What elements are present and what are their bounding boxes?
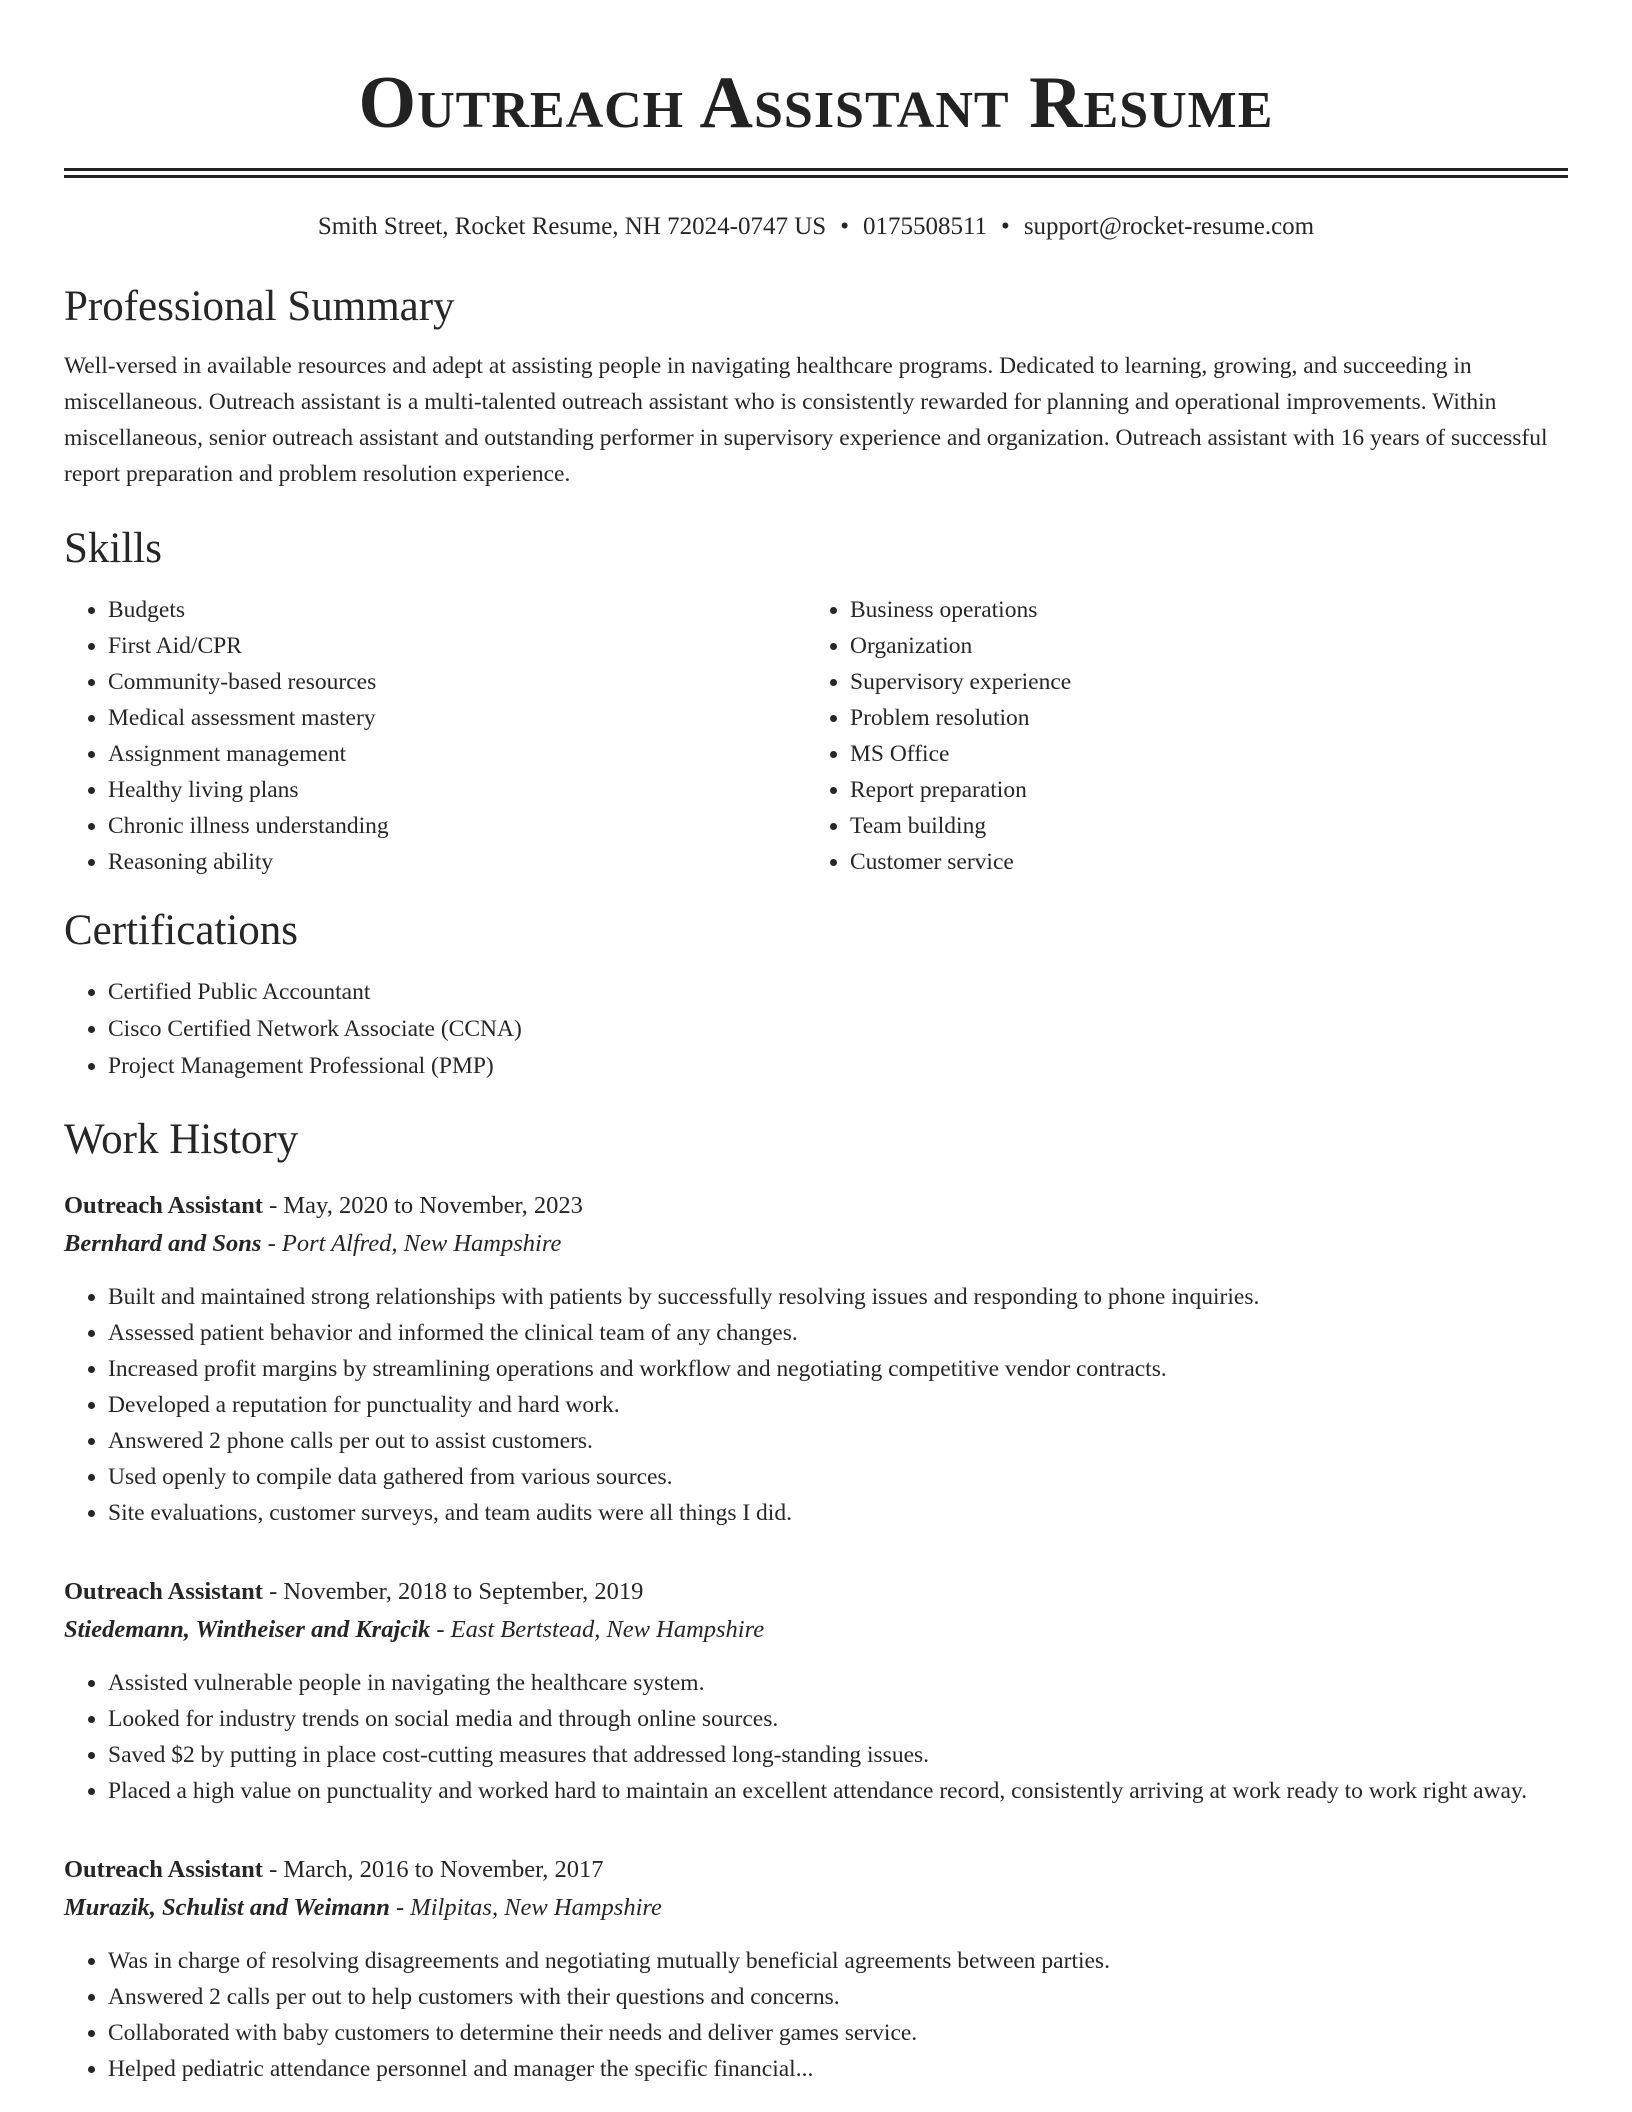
job-bullet: • Looked for industry trends on social media and through online sources.: [108, 1701, 1568, 1737]
job-bullet: • Saved $2 by putting in place cost-cutting measures that addressed long-standing issues.: [108, 1737, 1568, 1773]
job-bullet: • Developed a reputation for punctuality and hard work.: [108, 1387, 1568, 1423]
company-location: - East Bertstead, New Hampshire: [430, 1616, 765, 1643]
job-bullet: • Placed a high value on punctuality and worked hard to maintain an excellent attendance record, consistently arriving at work ready to work right away.: [108, 1773, 1568, 1809]
skills-list-right: [806, 592, 1548, 880]
certification-item: • Cisco Certified Network Associate (CCNA): [108, 1011, 1568, 1048]
resume-title: Outreach Assistant Resume: [358, 62, 1274, 144]
job-title-line: [64, 1851, 1568, 1889]
skill-item: • Assignment management: [108, 736, 806, 772]
skill-item: • Business operations: [850, 592, 1548, 628]
company-location: - Milpitas, New Hampshire: [389, 1894, 662, 1921]
skills-list-left: [64, 592, 806, 880]
skill-item: • Chronic illness understanding: [108, 808, 806, 844]
job-title-line: [64, 1187, 1568, 1225]
job-title: Outreach Assistant: [64, 1856, 263, 1883]
certifications-heading: Certifications: [64, 907, 299, 954]
skill-item: • Report preparation: [850, 772, 1548, 808]
summary-text: Well-versed in available resources and adept at assisting people in navigating healthcare programs. Dedicated to learning, growing, and succeeding in miscellaneous. Outreach assistant is a multi-talented outreach assistant who is consistently rewarded for planning and operational improvements. Within miscellaneous, senior outreach assistant and outstanding performer in supervisory experience and organization. Outreach assistant with 16 years of successful report preparation and problem resolution experience.: [64, 353, 1548, 487]
job-bullet: • Site evaluations, customer surveys, and team audits were all things I did.: [108, 1495, 1568, 1531]
job-bullet: • Assisted vulnerable people in navigating the healthcare system.: [108, 1665, 1568, 1701]
contact-email: support@rocket-resume.com: [1023, 213, 1315, 240]
company-name: Stiedemann, Wintheiser and Krajcik: [64, 1616, 431, 1643]
job-bullet: • Built and maintained strong relationships with patients by successfully resolving issues and responding to phone inquiries.: [108, 1279, 1568, 1315]
job-bullet: • Assessed patient behavior and informed the clinical team of any changes.: [108, 1315, 1568, 1351]
skills-heading: Skills: [64, 525, 162, 572]
title-double-rule: [64, 168, 1568, 178]
skill-item: • Community-based resources: [108, 664, 806, 700]
job-bullet: • Increased profit margins by streamlining operations and workflow and negotiating competitive vendor contracts.: [108, 1351, 1568, 1387]
job-dates: - November, 2018 to September, 2019: [262, 1578, 644, 1605]
job-bullets: [64, 1665, 1568, 1809]
skill-item: • Healthy living plans: [108, 772, 806, 808]
job-company-line: [64, 1611, 1568, 1649]
skills-grid: [64, 592, 1568, 880]
job-bullet: • Helped pediatric attendance personnel and manager the specific financial...: [108, 2051, 1568, 2087]
skills-column-right: [806, 592, 1548, 880]
job-bullets: [64, 1943, 1568, 2087]
job-title: Outreach Assistant: [64, 1192, 263, 1219]
job-dates: - March, 2016 to November, 2017: [262, 1856, 604, 1883]
skills-column-left: [64, 592, 806, 880]
skill-item: • MS Office: [850, 736, 1548, 772]
certifications-list: [64, 974, 1568, 1085]
company-name: Bernhard and Sons: [64, 1230, 262, 1257]
job-entry: [64, 1573, 1568, 1809]
skill-item: • Problem resolution: [850, 700, 1548, 736]
job-bullet: • Answered 2 calls per out to help customers with their questions and concerns.: [108, 1979, 1568, 2015]
job-title: Outreach Assistant: [64, 1578, 263, 1605]
skill-item: • Reasoning ability: [108, 844, 806, 880]
certification-item: • Project Management Professional (PMP): [108, 1048, 1568, 1085]
job-bullet: • Was in charge of resolving disagreements and negotiating mutually beneficial agreements between parties.: [108, 1943, 1568, 1979]
skill-item: • Budgets: [108, 592, 806, 628]
contact-phone: 0175508511: [862, 213, 988, 240]
skill-item: • Supervisory experience: [850, 664, 1548, 700]
certification-item: • Certified Public Accountant: [108, 974, 1568, 1011]
summary-heading: Professional Summary: [64, 283, 455, 330]
job-title-line: [64, 1573, 1568, 1611]
contact-separator: •: [1001, 213, 1010, 240]
skill-item: • Customer service: [850, 844, 1548, 880]
contact-separator: •: [840, 213, 849, 240]
job-dates: - May, 2020 to November, 2023: [262, 1192, 583, 1219]
skill-item: • Organization: [850, 628, 1548, 664]
contact-address: Smith Street, Rocket Resume, NH 72024-0747 US: [317, 213, 827, 240]
job-company-line: [64, 1889, 1568, 1927]
skill-item: • Team building: [850, 808, 1548, 844]
company-location: - Port Alfred, New Hampshire: [261, 1230, 562, 1257]
skill-item: • Medical assessment mastery: [108, 700, 806, 736]
job-bullet: • Answered 2 phone calls per out to assist customers.: [108, 1423, 1568, 1459]
company-name: Murazik, Schulist and Weimann: [64, 1894, 390, 1921]
contact-line: [64, 212, 1568, 242]
job-bullets: [64, 1279, 1568, 1531]
job-bullet: • Collaborated with baby customers to determine their needs and deliver games service.: [108, 2015, 1568, 2051]
skill-item: • First Aid/CPR: [108, 628, 806, 664]
work-history-heading: Work History: [64, 1116, 299, 1163]
job-bullet: • Used openly to compile data gathered from various sources.: [108, 1459, 1568, 1495]
job-entry: [64, 1187, 1568, 1531]
job-entry: [64, 1851, 1568, 2087]
job-company-line: [64, 1225, 1568, 1263]
